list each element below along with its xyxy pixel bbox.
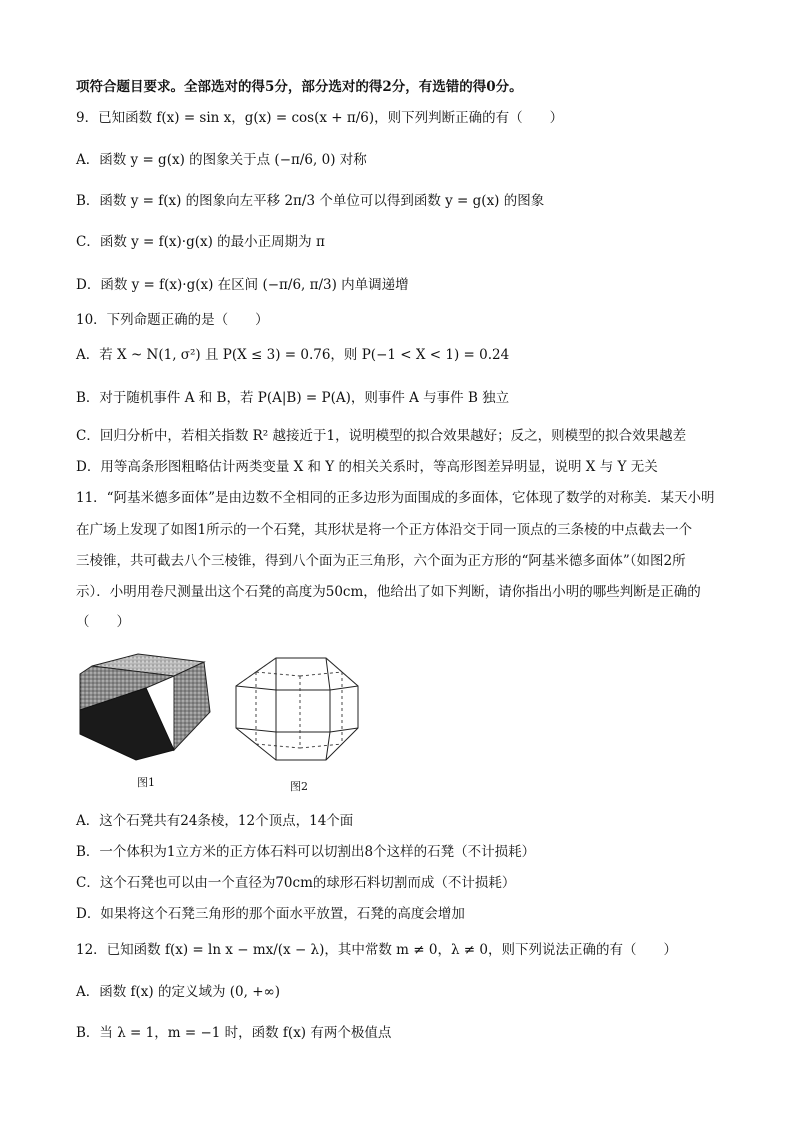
- q9-option-d: D．函数 y = f(x)·g(x) 在区间 (−π/6, π/3) 内单调递增: [76, 277, 409, 293]
- q11-option-c: C．这个石凳也可以由一个直径为70cm的球形石料切割而成（不计损耗）: [76, 875, 516, 891]
- q10-option-c: C．回归分析中，若相关指数 R² 越接近于1，说明模型的拟合效果越好；反之，则模型的拟合效果越差: [76, 428, 687, 444]
- q11-stem-line2: 在广场上发现了如图1所示的一个石凳，其形状是将一个正方体沿交于同一顶点的三条棱的中点截去一个: [76, 522, 693, 538]
- figure1-caption: 图1: [137, 776, 155, 789]
- figure2-caption: 图2: [290, 780, 308, 793]
- q9-option-a: A．函数 y = g(x) 的图象关于点 (−π/6, 0) 对称: [76, 152, 367, 168]
- q11-option-d: D．如果将这个石凳三角形的那个面水平放置，石凳的高度会增加: [76, 906, 465, 922]
- q10-option-d: D．用等高条形图粗略估计两类变量 X 和 Y 的相关关系时，等高形图差异明显，说明 X 与 Y 无关: [76, 459, 658, 475]
- figure2-cuboctahedron: [234, 656, 364, 766]
- q10-stem: 10．下列命题正确的是（ ）: [76, 312, 269, 328]
- q11-stem-line5: （ ）: [76, 614, 130, 630]
- q12-stem: 12．已知函数 f(x) = ln x − mx/(x − λ)，其中常数 m ≠ 0，λ ≠ 0，则下列说法正确的有（ ）: [76, 942, 677, 958]
- q10-option-a: A．若 X ~ N(1, σ²) 且 P(X ≤ 3) = 0.76，则 P(−1 < X < 1) = 0.24: [76, 347, 510, 363]
- q11-stem-line4: 示）．小明用卷尺测量出这个石凳的高度为50cm，他给出了如下判断，请你指出小明的哪些判断是正确的: [76, 584, 701, 600]
- q9-option-b: B．函数 y = f(x) 的图象向左平移 2π/3 个单位可以得到函数 y = g(x) 的图象: [76, 193, 545, 209]
- q9-stem: 9．已知函数 f(x) = sin x，g(x) = cos(x + π/6)，则下列判断正确的有（ ）: [76, 110, 564, 126]
- q11-stem-line1: 11．“阿基米德多面体”是由边数不全相同的正多边形为面围成的多面体，它体现了数学的对称美．某天小明: [76, 490, 715, 506]
- q12-option-a: A．函数 f(x) 的定义域为 (0, +∞): [76, 984, 281, 1000]
- q11-option-a: A．这个石凳共有24条棱，12个顶点，14个面: [76, 813, 354, 829]
- stool-right-face: [174, 662, 210, 750]
- q9-option-c: C．函数 y = f(x)·g(x) 的最小正周期为 π: [76, 234, 325, 250]
- front-square: [276, 690, 330, 732]
- q11-stem-line3: 三棱锥，共可截去八个三棱锥，得到八个面为正三角形，六个面为正方形的“阿基米德多面体”（如图2所: [76, 553, 686, 569]
- q10-option-b: B．对于随机事件 A 和 B，若 P(A|B) = P(A)，则事件 A 与事件 B 独立: [76, 390, 510, 406]
- q11-option-b: B．一个体积为1立方米的正方体石料可以切割出8个这样的石凳（不计损耗）: [76, 844, 536, 860]
- q12-option-b: B．当 λ = 1，m = −1 时，函数 f(x) 有两个极值点: [76, 1025, 392, 1041]
- figure1-stone-stool: [78, 652, 214, 764]
- intro-line: 项符合题目要求。全部选对的得5分，部分选对的得2分，有选错的得0分。: [76, 79, 523, 95]
